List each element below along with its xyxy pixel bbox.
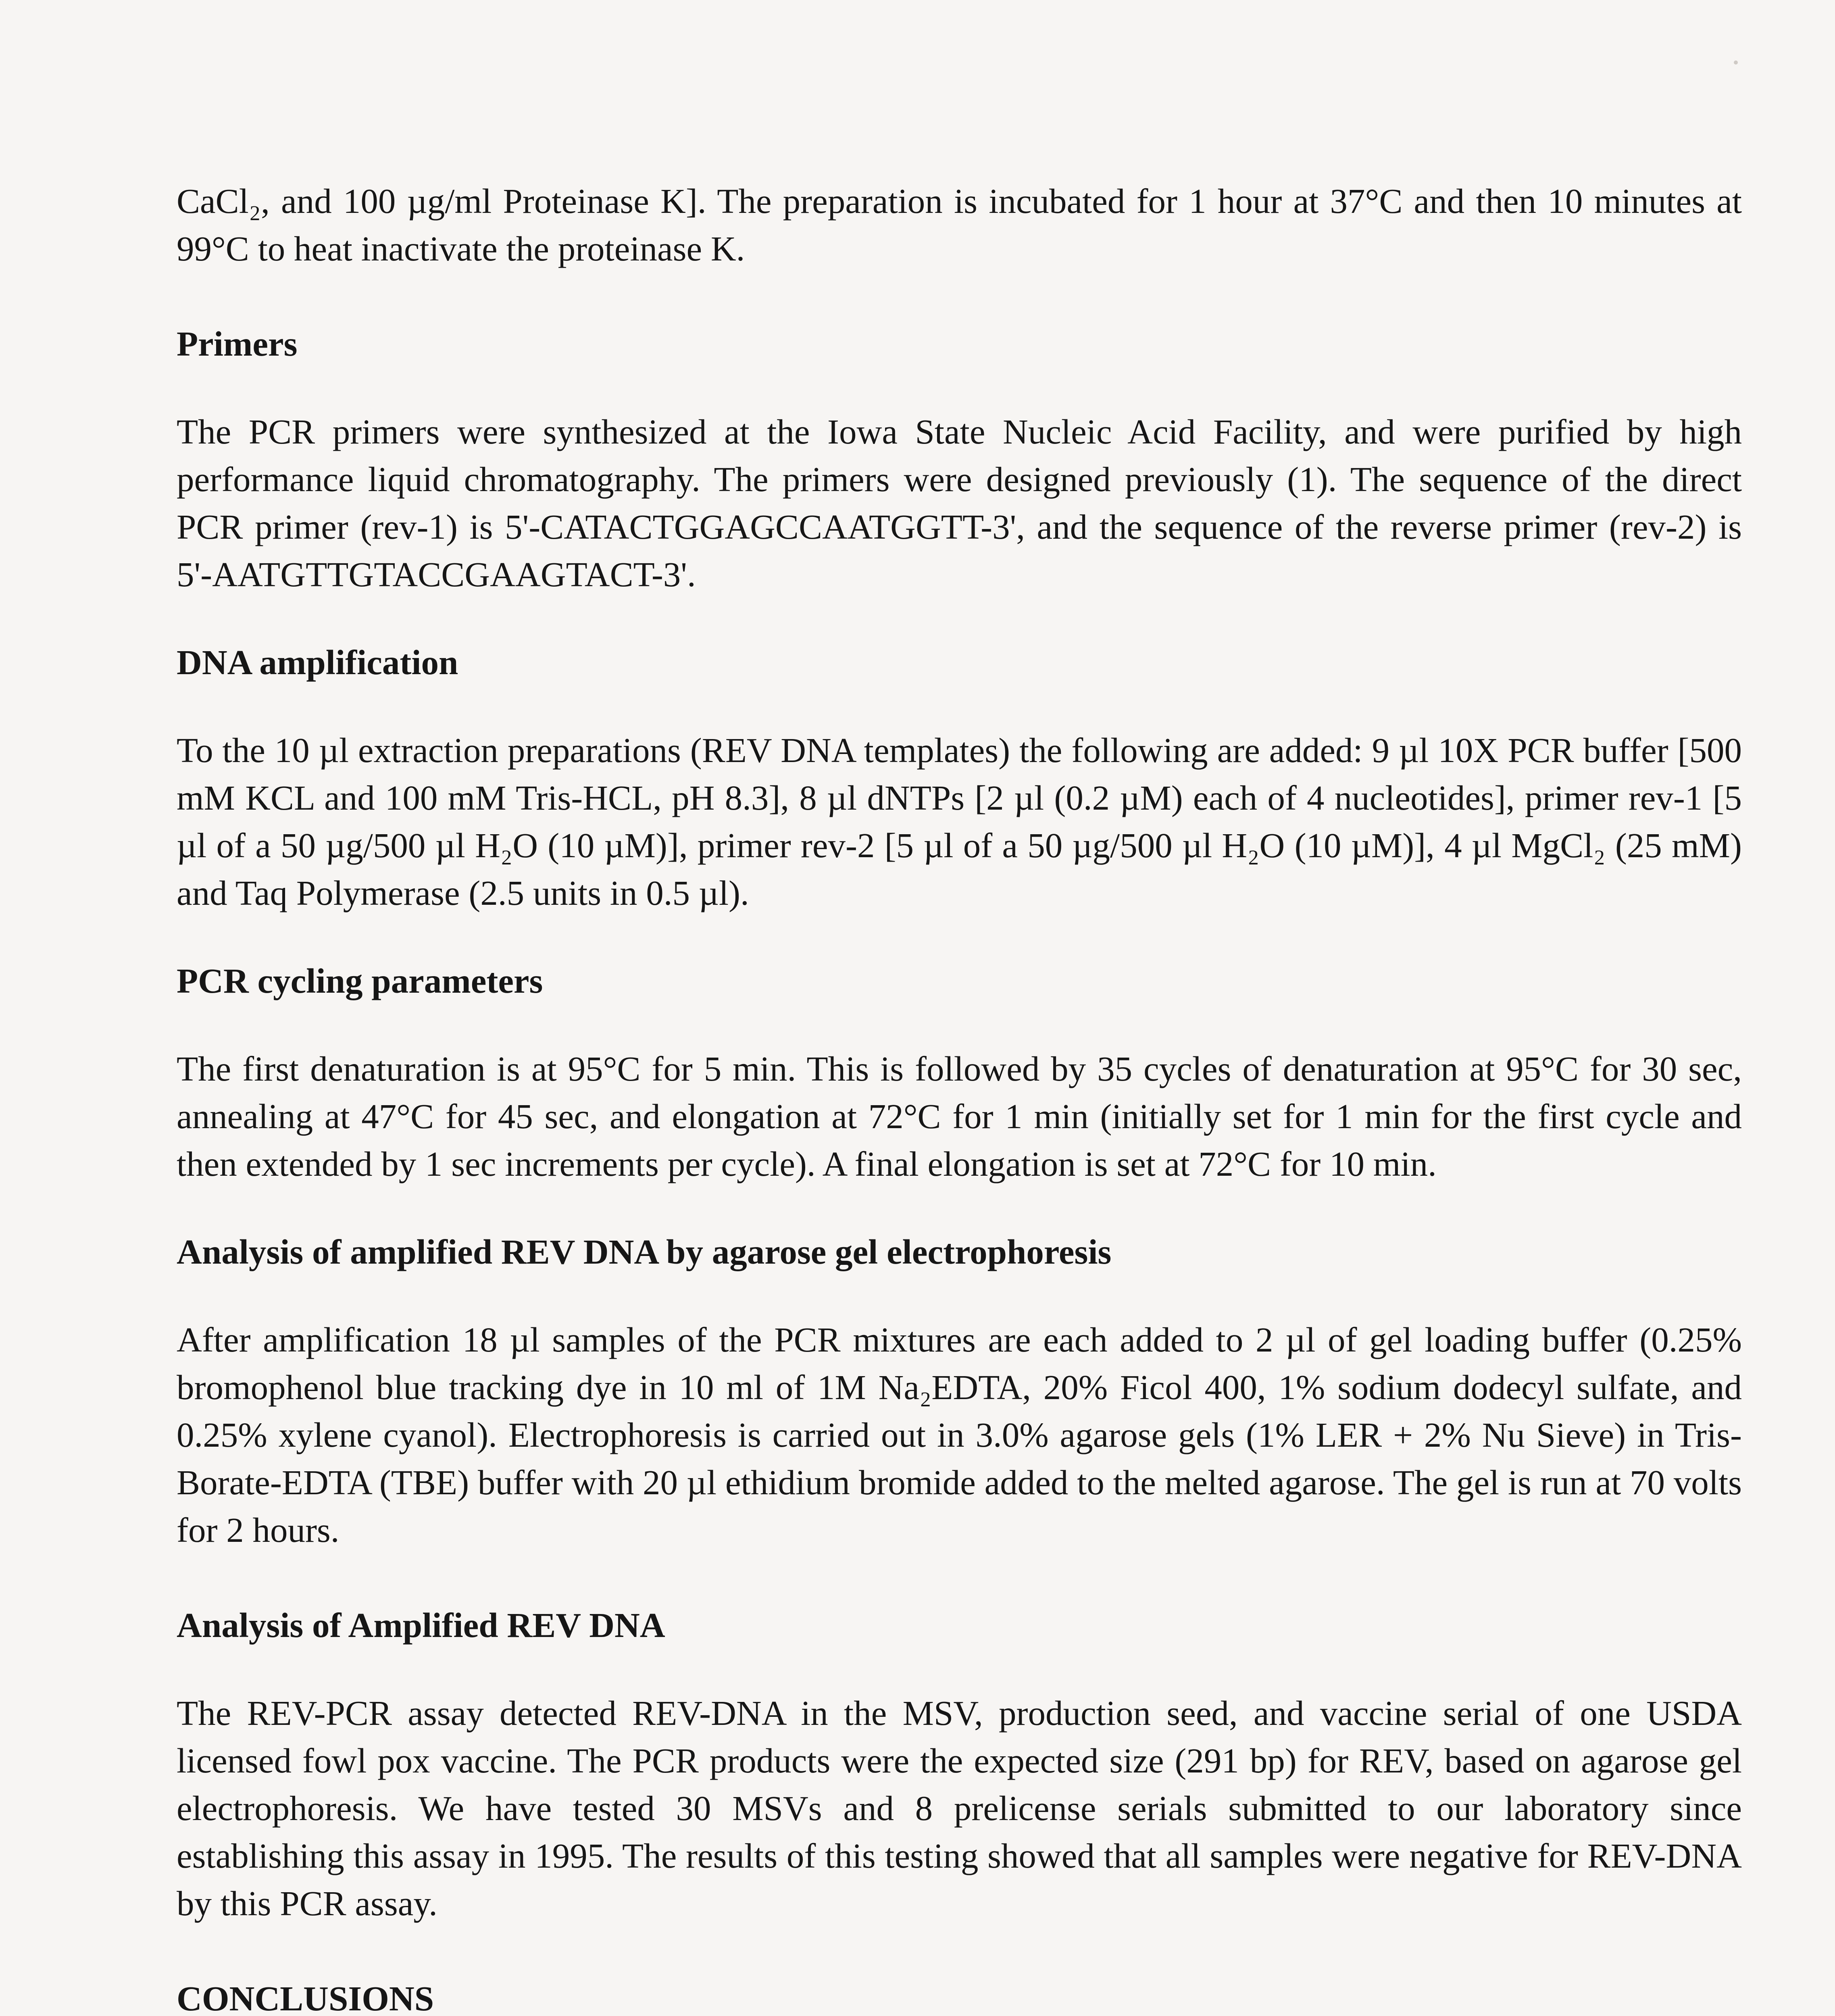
section-body-pcr-cycling: The first denaturation is at 95°C for 5 min. This is followed by 35 cycles of denaturation at 95°C for 30 sec, annealing at 47°C for 45 sec, and elongation at 72°C for 1 min (initially set for 1 min for the first cycle and then extended by 1 sec increments per cycle). A final elongation is set at 72°C for 10 min. [177,1049,1742,1183]
section-heading-pcr-cycling: PCR cycling parameters [177,961,543,1000]
document-body [177,177,1742,2016]
section-body-analysis-rev-dna: The REV-PCR assay detected REV-DNA in the MSV, production seed, and vaccine serial of one USDA licensed fowl pox vaccine. The PCR products were the expected size (291 bp) for REV, based on agarose gel electrophoresis. We have tested 30 MSVs and 8 prelicense serials submitted to our laboratory since establishing this assay in 1995. The results of this testing showed that all samples were negative for REV-DNA by this PCR assay. [177,1693,1742,1923]
section-heading-dna-amplification: DNA amplification [177,643,458,682]
section-heading-analysis-rev-dna: Analysis of Amplified REV DNA [177,1606,665,1645]
section-body-primers: The PCR primers were synthesized at the Iowa State Nucleic Acid Facility, and were purified by high performance liquid chromatography. The primers were designed previously (1). The sequence of the direct PCR primer (rev-1) is 5'-CATACTGGAGCCAATGGTT-3', and the sequence of the reverse primer (rev-2) is 5'-AATGTTGTACCGAAGTACT-3'. [177,412,1742,594]
section-heading-primers: Primers [177,324,298,363]
section-heading-conclusions: CONCLUSIONS [177,1979,434,2016]
intro-paragraph: CaCl₂, and 100 µg/ml Proteinase K]. The preparation is incubated for 1 hour at 37°C and then 10 minutes at 99°C to heat inactivate the proteinase K. [177,181,1742,268]
section-heading-gel-electrophoresis: Analysis of amplified REV DNA by agarose gel electrophoresis [177,1232,1112,1271]
section-body-gel-electrophoresis: After amplification 18 µl samples of the PCR mixtures are each added to 2 µl of gel loading buffer (0.25% bromophenol blue tracking dye in 10 ml of 1M Na₂EDTA, 20% Ficol 400, 1% sodium dodecyl sulfate, and 0.25% xylene cyanol). Electrophoresis is carried out in 3.0% agarose gels (1% LER + 2% Nu Sieve) in Tris-Borate-EDTA (TBE) buffer with 20 µl ethidium bromide added to the melted agarose. The gel is run at 70 volts for 2 hours. [177,1320,1742,1549]
section-body-dna-amplification: To the 10 µl extraction preparations (REV DNA templates) the following are added: 9 µl 10X PCR buffer [500 mM KCL and 100 mM Tris-HCL, pH 8.3], 8 µl dNTPs [2 µl (0.2 µM) each of 4 nucleotides], primer rev-1 [5 µl of a 50 µg/500 µl H₂O (10 µM)], primer rev-2 [5 µl of a 50 µg/500 µl H₂O (10 µM)], 4 µl MgCl₂ (25 mM) and Taq Polymerase (2.5 units in 0.5 µl). [177,731,1742,912]
speck-mark [1734,60,1738,65]
